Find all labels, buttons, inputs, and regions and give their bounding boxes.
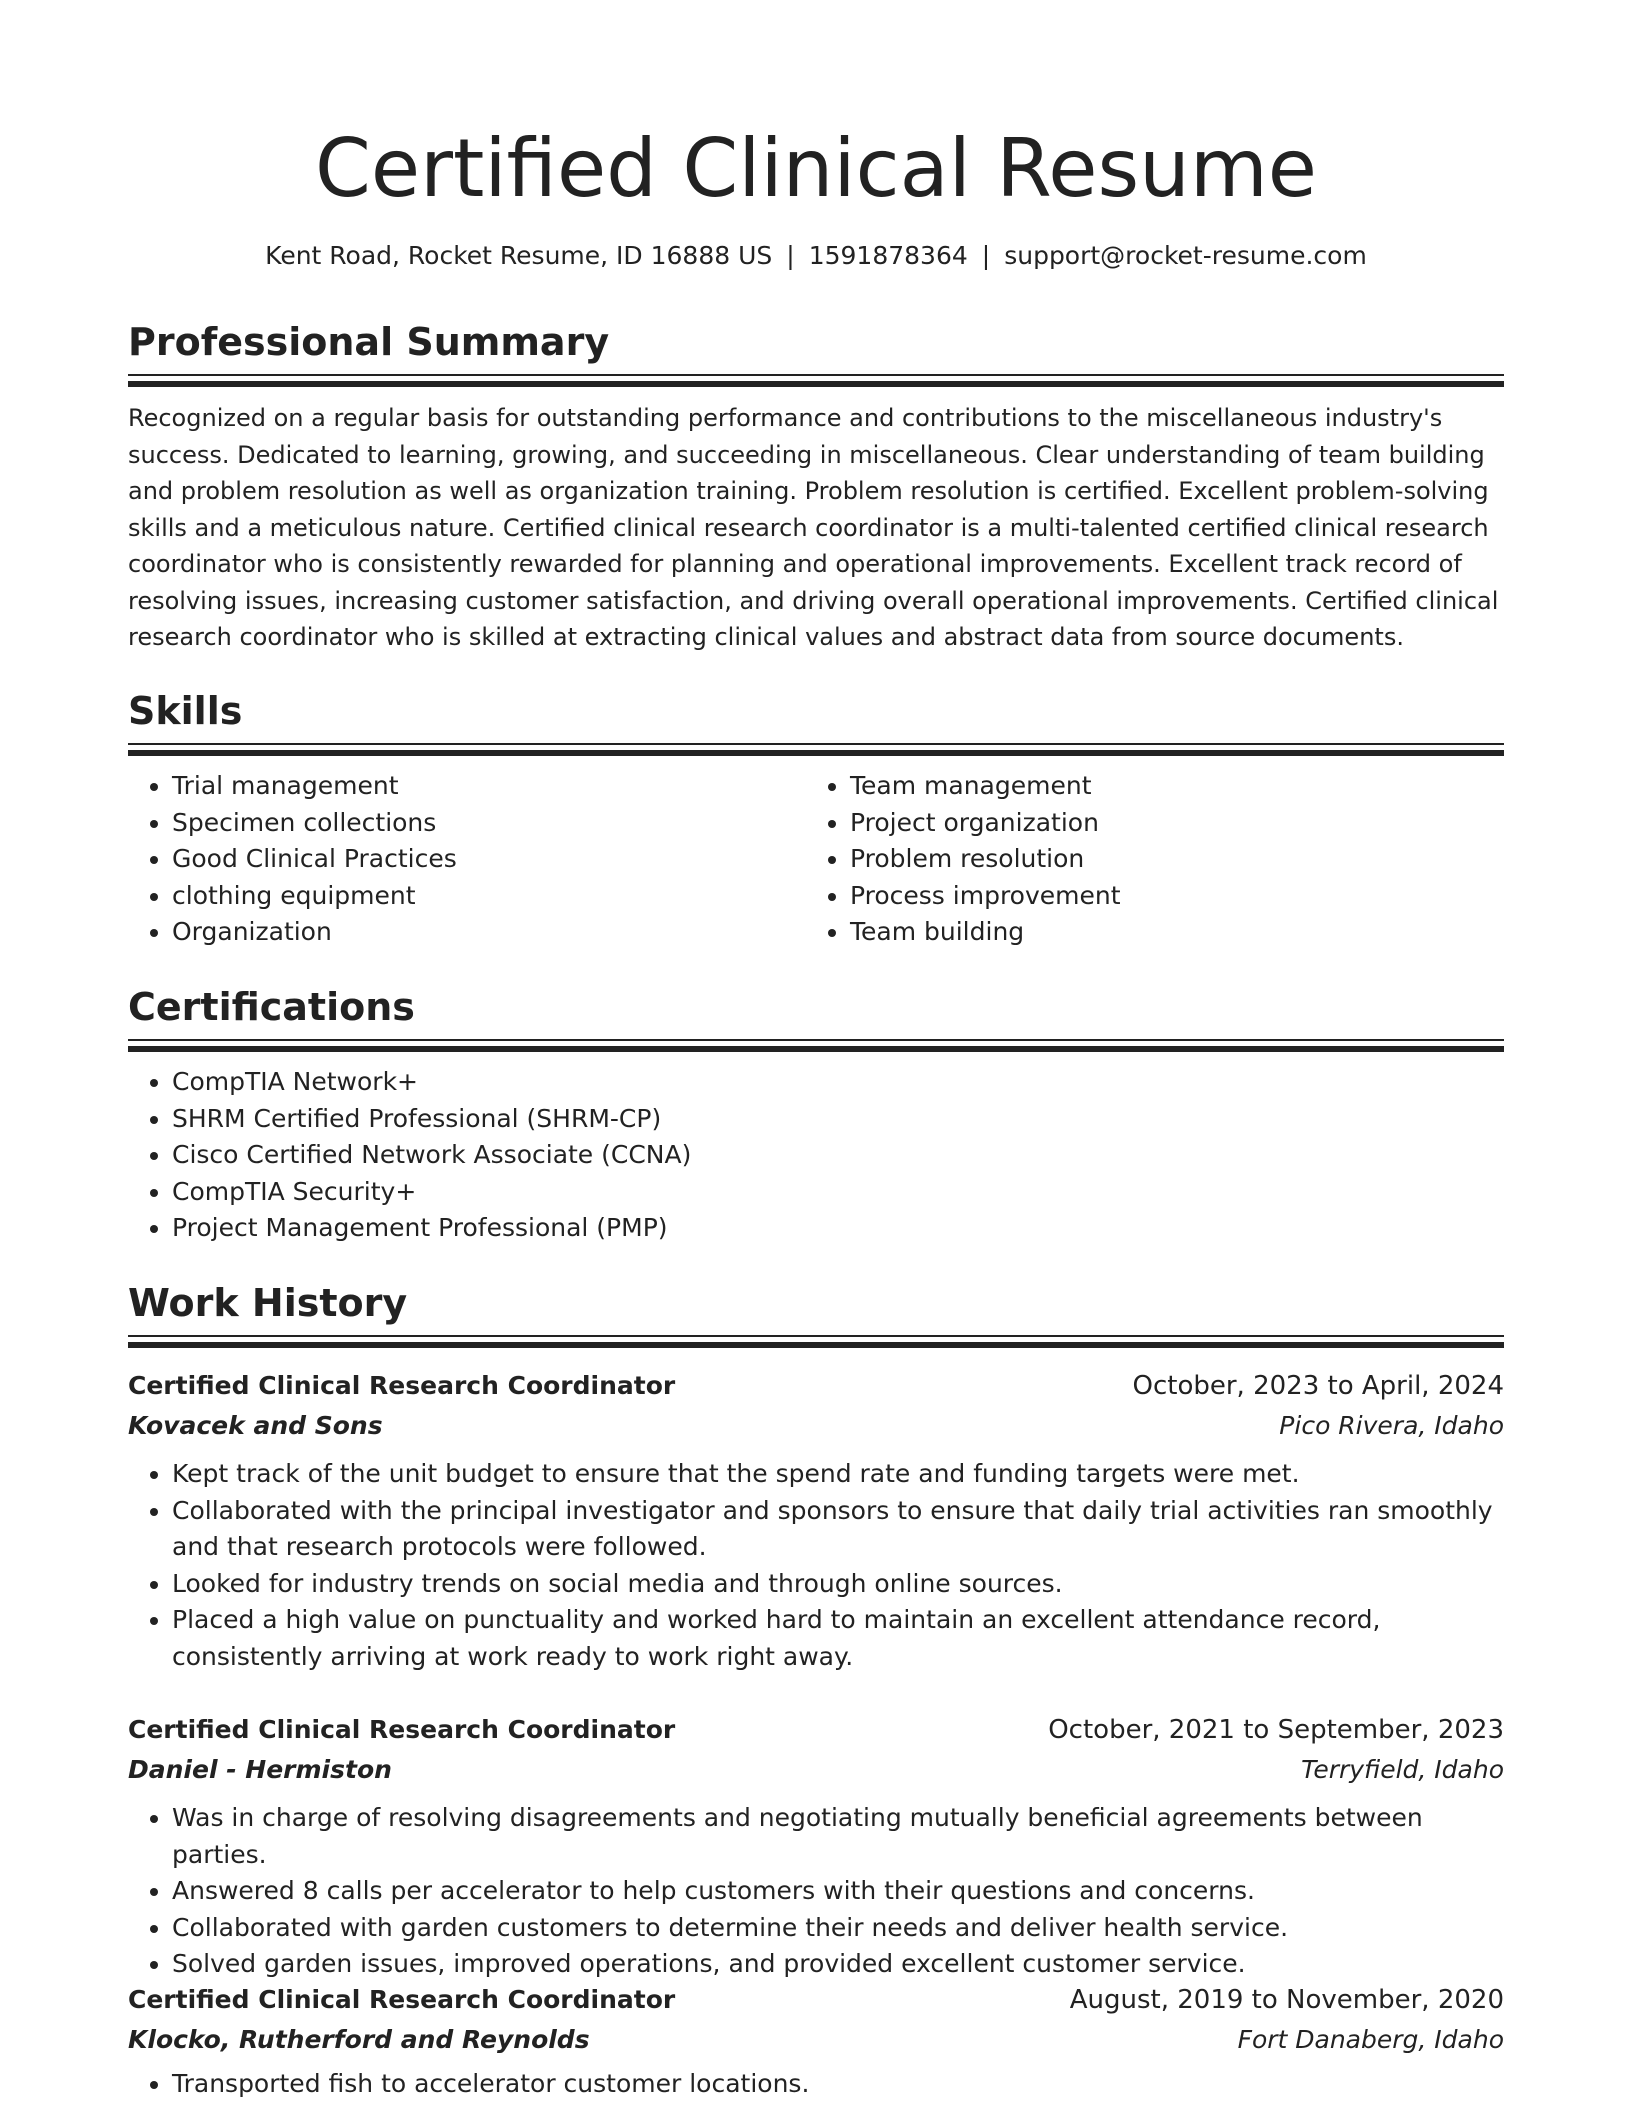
contact-separator: | xyxy=(981,241,991,270)
summary-section xyxy=(128,318,1504,656)
job-header-row xyxy=(128,1366,1504,1406)
list-item: • Collaborated with the principal investigator and sponsors to ensure that daily trial activities ran smoothly and that research protocols were followed. xyxy=(172,1493,1504,1566)
skills-heading: Skills xyxy=(128,689,243,733)
job-header-row xyxy=(128,1710,1504,1750)
list-item: • Collaborated with garden customers to determine their needs and deliver health service. xyxy=(172,1910,1504,1947)
list-item: • Trial management xyxy=(172,768,788,805)
list-item: • Cisco Certified Network Associate (CCNA) xyxy=(172,1137,1504,1174)
section-divider xyxy=(128,1335,1504,1349)
job-location: Terryfield, Idaho xyxy=(1301,1755,1504,1784)
job-dates: August, 2019 to November, 2020 xyxy=(1069,1985,1504,2015)
job-bullets xyxy=(128,1800,1504,1983)
certifications-list xyxy=(128,1064,1504,1247)
summary-heading: Professional Summary xyxy=(128,320,610,364)
job-dates: October, 2021 to September, 2023 xyxy=(1048,1715,1504,1745)
job-company: Klocko, Rutherford and Reynolds xyxy=(128,2025,590,2054)
list-item: • Project Management Professional (PMP) xyxy=(172,1210,1504,1247)
list-item: • Specimen collections xyxy=(172,805,788,842)
job-title: Certified Clinical Research Coordinator xyxy=(128,1985,676,2014)
job-company-row xyxy=(128,1406,1504,1446)
list-item: • Kept track of the unit budget to ensure that the spend rate and funding targets were met. xyxy=(172,1456,1504,1493)
contact-separator: | xyxy=(786,241,795,270)
contact-address: Kent Road, Rocket Resume, ID 16888 US xyxy=(265,241,773,270)
list-item: • Problem resolution xyxy=(850,841,1466,878)
job-title: Certified Clinical Research Coordinator xyxy=(128,1371,676,1400)
certifications-section xyxy=(128,983,1504,1247)
list-item: • Looked for industry trends on social media and through online sources. xyxy=(172,1566,1504,1603)
work-history-heading: Work History xyxy=(128,1281,408,1325)
list-item: • clothing equipment xyxy=(172,878,788,915)
job-entry xyxy=(128,1980,1504,2103)
job-title: Certified Clinical Research Coordinator xyxy=(128,1715,676,1744)
skills-column-left xyxy=(128,768,788,951)
list-item: • Project organization xyxy=(850,805,1466,842)
list-item: • Placed a high value on punctuality and worked hard to maintain an excellent attendance record, consistently arriving at work ready to work right away. xyxy=(172,1602,1504,1675)
certifications-heading: Certifications xyxy=(128,985,415,1029)
list-item: • Solved garden issues, improved operations, and provided excellent customer service. xyxy=(172,1946,1504,1983)
list-item: • CompTIA Security+ xyxy=(172,1174,1504,1211)
job-dates: October, 2023 to April, 2024 xyxy=(1132,1371,1504,1401)
list-item: • SHRM Certified Professional (SHRM-CP) xyxy=(172,1101,1504,1138)
list-item: • Good Clinical Practices xyxy=(172,841,788,878)
section-divider xyxy=(128,374,1504,388)
list-item: • Organization xyxy=(172,914,788,951)
job-bullets xyxy=(128,2066,1504,2103)
list-item: • Was in charge of resolving disagreements and negotiating mutually beneficial agreements between parties. xyxy=(172,1800,1504,1873)
list-item: • Team management xyxy=(850,768,1466,805)
list-item: • Process improvement xyxy=(850,878,1466,915)
job-company-row xyxy=(128,1750,1504,1790)
contact-line xyxy=(128,239,1504,273)
job-location: Pico Rivera, Idaho xyxy=(1279,1411,1504,1440)
skills-list-left xyxy=(128,768,788,951)
list-item: • CompTIA Network+ xyxy=(172,1064,1504,1101)
section-divider xyxy=(128,743,1504,757)
summary-text: Recognized on a regular basis for outstanding performance and contributions to the miscellaneous industry's success. Dedicated to learning, growing, and succeeding in miscellaneous. Clear understanding of team building and problem resolution as well as organization training. Problem resolution is certified. Excellent problem-solving skills and a meticulous nature. Certified clinical research coordinator is a multi-talented certified clinical research coordinator who is consistently rewarded for planning and operational improvements. Excellent track record of resolving issues, increasing customer satisfaction, and driving overall operational improvements. Certified clinical research coordinator who is skilled at extracting clinical values and abstract data from source documents. xyxy=(128,404,1499,651)
list-item: • Transported fish to accelerator customer locations. xyxy=(172,2066,1504,2103)
skills-column-right xyxy=(806,768,1466,951)
job-entry xyxy=(128,1366,1504,1676)
skills-section xyxy=(128,687,1504,953)
job-location: Fort Danaberg, Idaho xyxy=(1237,2025,1504,2054)
job-company: Daniel - Hermiston xyxy=(128,1755,392,1784)
resume-title: Certified Clinical Resume xyxy=(314,122,1318,215)
job-header-row xyxy=(128,1980,1504,2020)
job-bullets xyxy=(128,1456,1504,1676)
work-history-section xyxy=(128,1279,1504,1349)
list-item: • Team building xyxy=(850,914,1466,951)
contact-email[interactable]: support@rocket-resume.com xyxy=(1004,241,1367,270)
list-item: • Answered 8 calls per accelerator to help customers with their questions and concerns. xyxy=(172,1873,1504,1910)
skills-columns xyxy=(128,768,1504,953)
job-entry xyxy=(128,1710,1504,1983)
job-company-row xyxy=(128,2020,1504,2060)
section-divider xyxy=(128,1039,1504,1053)
contact-phone[interactable]: 1591878364 xyxy=(808,241,968,270)
job-company: Kovacek and Sons xyxy=(128,1411,383,1440)
skills-list-right xyxy=(806,768,1466,951)
